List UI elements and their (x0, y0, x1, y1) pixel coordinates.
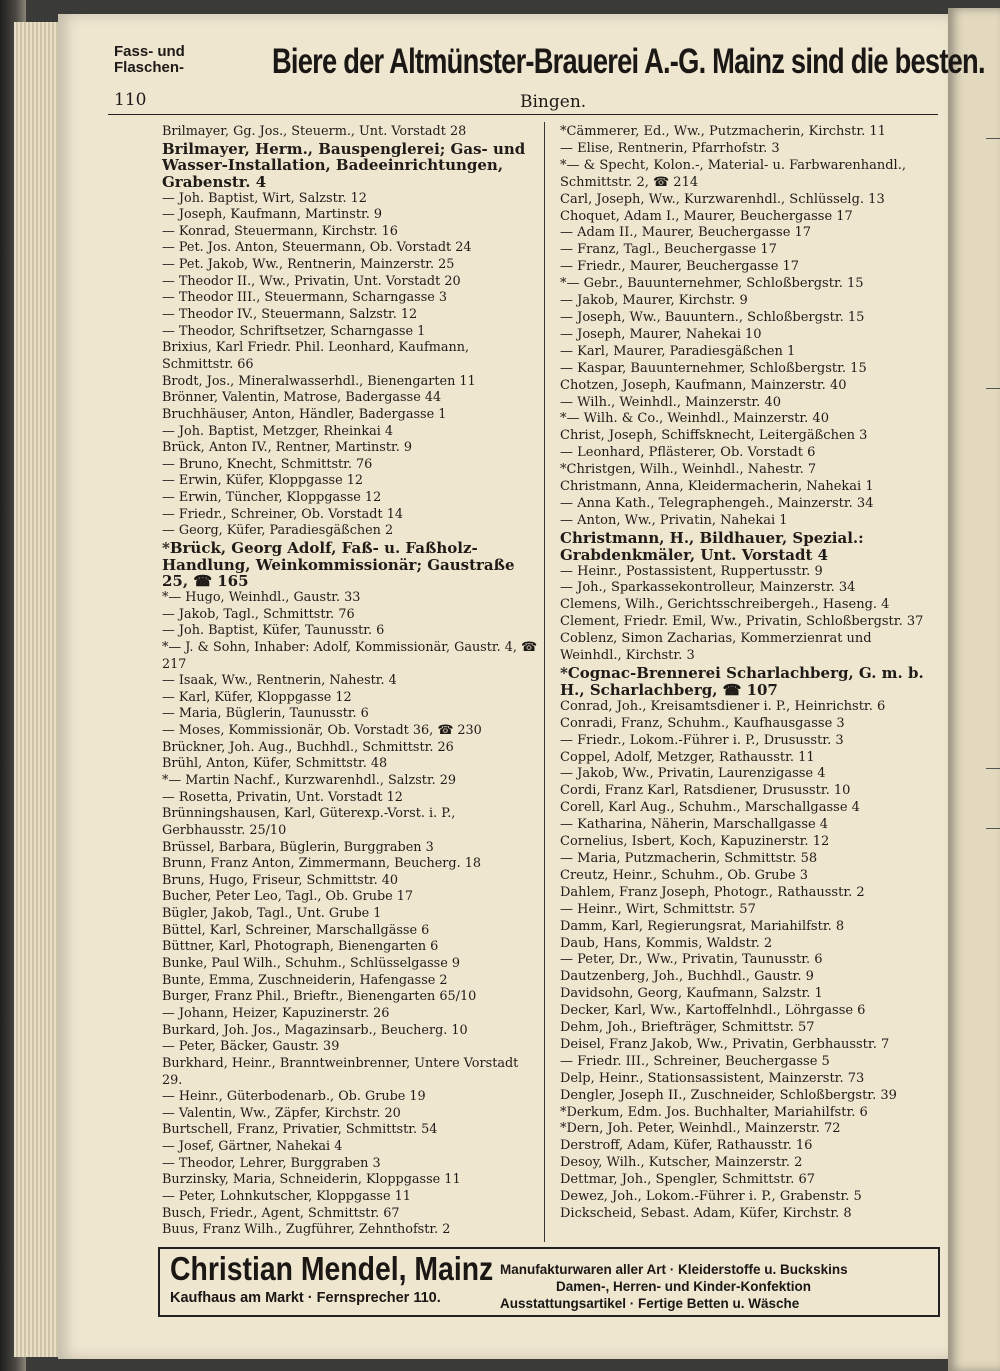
directory-entry: *Cognac-Brennerei Scharlachberg, G. m. b. H., Scharlachberg, ☎ 107 (560, 664, 924, 699)
directory-entry: — Karl, Küfer, Kloppgasse 12 (162, 689, 352, 705)
directory-entry: — Joseph, Maurer, Nahekai 10 (560, 326, 762, 342)
directory-entry: — Peter, Bäcker, Gaustr. 39 (162, 1039, 340, 1055)
header-small-label (114, 44, 185, 76)
directory-entry: — Isaak, Ww., Rentnerin, Nahestr. 4 (162, 673, 397, 689)
directory-entry: Dahlem, Franz Joseph, Photogr., Rathausstr. 2 (560, 884, 865, 900)
directory-entry: *Derkum, Edm. Jos. Buchhalter, Mariahilfstr. 6 (560, 1104, 868, 1120)
directory-entry: — Friedr., Maurer, Beuchergasse 17 (560, 259, 800, 275)
fragment-rule (986, 828, 1000, 829)
directory-entry: *— & Specht, Kolon.-, Material- u. Farbwarenhandl., Schmittstr. 2, ☎ 214 (560, 157, 906, 190)
directory-entry: Davidsohn, Georg, Kaufmann, Salzstr. 1 (560, 986, 823, 1002)
directory-entry: — Pet. Jakob, Ww., Rentnerin, Mainzerstr. 25 (162, 257, 455, 273)
directory-entry: Brühl, Anton, Küfer, Schmittstr. 48 (162, 756, 388, 772)
directory-entry: — Moses, Kommissionär, Ob. Vorstadt 36, ☎ 230 (162, 723, 482, 739)
directory-entry: — Joh. Baptist, Metzger, Rheinkai 4 (162, 423, 394, 439)
directory-entry: Brunn, Franz Anton, Zimmermann, Beucherg. 18 (162, 856, 482, 872)
directory-entry: — Friedr., Lokom.-Führer i. P., Drususstr. 3 (560, 732, 844, 748)
directory-entry: — Kaspar, Bauunternehmer, Schloßbergstr. 15 (560, 360, 867, 376)
fragment-rule (986, 138, 1000, 139)
directory-entry: Decker, Karl, Ww., Kartoffelnhdl., Löhrgasse 6 (560, 1003, 866, 1019)
directory-entry: Bruns, Hugo, Friseur, Schmittstr. 40 (162, 872, 398, 888)
directory-entry: *Brück, Georg Adolf, Faß- u. Faßholz-Handlung, Weinkommissionär; Gaustraße 25, ☎ 165 (162, 539, 515, 591)
directory-entry: — Heinr., Güterbodenarb., Ob. Grube 19 (162, 1089, 426, 1105)
directory-entry: Büttner, Karl, Photograph, Bienengarten 6 (162, 939, 439, 955)
directory-entry: Brückner, Joh. Aug., Buchhdl., Schmittstr. 26 (162, 739, 454, 755)
directory-entry: — Heinr., Postassistent, Ruppertusstr. 9 (560, 563, 823, 579)
column-divider (544, 122, 545, 1242)
directory-entry: — Adam II., Maurer, Beuchergasse 17 (560, 225, 812, 241)
directory-entry: — Theodor, Schriftsetzer, Scharngasse 1 (162, 323, 426, 339)
directory-entry: Dickscheid, Sebast. Adam, Küfer, Kirchstr. 8 (560, 1206, 852, 1221)
directory-entry: *Christgen, Wilh., Weinhdl., Nahestr. 7 (560, 462, 817, 478)
directory-entry: Desoy, Wilh., Kutscher, Mainzerstr. 2 (560, 1155, 803, 1171)
header-slogan: Biere der Altmünster-Brauerei A.-G. Mainz sind die besten. (272, 42, 985, 81)
directory-entry: Bruchhäuser, Anton, Händler, Badergasse 1 (162, 406, 447, 422)
page-number: 110 (114, 90, 147, 110)
directory-entry: — Friedr., Schreiner, Ob. Vorstadt 14 (162, 506, 403, 522)
directory-entry: Büttel, Karl, Schreiner, Marschallgässe 6 (162, 922, 430, 938)
header-rule (108, 114, 938, 115)
directory-entry: — Peter, Lohnkutscher, Kloppgasse 11 (162, 1189, 411, 1204)
directory-entry: — Elise, Rentnerin, Pfarrhofstr. 3 (560, 140, 780, 156)
directory-entry: — Erwin, Küfer, Kloppgasse 12 (162, 473, 364, 489)
directory-entry: Coppel, Adolf, Metzger, Rathausstr. 11 (560, 749, 815, 765)
directory-entry: Creutz, Heinr., Schuhm., Ob. Grube 3 (560, 867, 808, 883)
advert-line-2: Damen-, Herren- und Kinder-Konfektion (556, 1279, 812, 1294)
directory-entry: — Maria, Putzmacherin, Schmittstr. 58 (560, 850, 818, 866)
directory-entry: Bunte, Emma, Zuschneiderin, Hafengasse 2 (162, 972, 448, 988)
directory-entry: — Pet. Jos. Anton, Steuermann, Ob. Vorstadt 24 (162, 240, 472, 256)
fragment-rule (986, 388, 1000, 389)
directory-entry: Dewez, Joh., Lokom.-Führer i. P., Grabenstr. 5 (560, 1189, 862, 1205)
directory-entry: — Jakob, Ww., Privatin, Laurenzigasse 4 (560, 766, 826, 782)
directory-entry: Deisel, Franz Jakob, Ww., Privatin, Gerbhausstr. 7 (560, 1036, 890, 1052)
directory-entry: Derstroff, Adam, Küfer, Rathausstr. 16 (560, 1138, 813, 1154)
directory-entry: — Joh. Baptist, Wirt, Salzstr. 12 (162, 190, 367, 206)
directory-entry: Christ, Joseph, Schiffsknecht, Leitergäßchen 3 (560, 428, 868, 444)
directory-entry: — Franz, Tagl., Beuchergasse 17 (560, 242, 777, 258)
header-small-line-1: Fass- und (114, 43, 185, 60)
directory-entry: Carl, Joseph, Ww., Kurzwarenhdl., Schlüsselg. 13 (560, 191, 885, 207)
directory-entry: — Wilh., Weinhdl., Mainzerstr. 40 (560, 394, 781, 410)
directory-entry: Brixius, Karl Friedr. Phil. Leonhard, Kaufmann, Schmittstr. 66 (162, 340, 470, 372)
directory-entry: — Joh., Sparkassekontrolleur, Mainzerstr. 34 (560, 580, 856, 596)
directory-entry: — Peter, Dr., Ww., Privatin, Taunusstr. 6 (560, 952, 823, 968)
directory-entry: — Jakob, Tagl., Schmittstr. 76 (162, 606, 355, 622)
directory-entry: Dengler, Joseph II., Zuschneider, Schloßbergstr. 39 (560, 1087, 897, 1103)
directory-entry: — Erwin, Tüncher, Kloppgasse 12 (162, 490, 382, 506)
fragment-rule (986, 768, 1000, 769)
directory-entry: Dettmar, Joh., Spengler, Schmittstr. 67 (560, 1172, 815, 1188)
directory-entry: — Theodor III., Steuermann, Scharngasse 3 (162, 290, 448, 306)
directory-entry: — Friedr. III., Schreiner, Beuchergasse 5 (560, 1053, 830, 1069)
directory-entry: — Anna Kath., Telegraphengeh., Mainzerstr. 34 (560, 495, 874, 511)
directory-entry: *— Gebr., Bauunternehmer, Schloßbergstr. 15 (560, 276, 864, 292)
advert-line-3: Ausstattungsartikel · Fertige Betten u. Wäsche (500, 1296, 800, 1311)
directory-entry: Brönner, Valentin, Matrose, Badergasse 44 (162, 390, 442, 406)
directory-entry: — Theodor IV., Steuermann, Salzstr. 12 (162, 307, 418, 323)
advert-address: Kaufhaus am Markt · Fernsprecher 110. (170, 1290, 441, 1306)
directory-entry: — Anton, Ww., Privatin, Nahekai 1 (560, 512, 788, 528)
directory-entry: *— Martin Nachf., Kurzwarenhdl., Salzstr. 29 (162, 772, 457, 788)
directory-entry: Burkard, Joh. Jos., Magazinsarb., Beucherg. 10 (162, 1022, 468, 1038)
directory-entry: — Jakob, Maurer, Kirchstr. 9 (560, 293, 748, 309)
directory-entry: Busch, Friedr., Agent, Schmittstr. 67 (162, 1205, 400, 1221)
directory-entry: *— J. & Sohn, Inhaber: Adolf, Kommissionär, Gaustr. 4, ☎ 217 (162, 639, 537, 672)
adjacent-page-fragment (948, 8, 1000, 1371)
directory-entry: — Josef, Gärtner, Nahekai 4 (162, 1139, 343, 1155)
directory-entry: Conrad, Joh., Kreisamtsdiener i. P., Heinrichstr. 6 (560, 698, 886, 714)
directory-entry: Dehm, Joh., Briefträger, Schmittstr. 57 (560, 1020, 815, 1036)
directory-entry: Brilmayer, Gg. Jos., Steuerm., Unt. Vorstadt 28 (162, 124, 467, 139)
directory-entry: — Konrad, Steuermann, Kirchstr. 16 (162, 223, 398, 239)
advert-line-1: Manufakturwaren aller Art · Kleiderstoffe u. Buckskins (500, 1262, 848, 1277)
directory-entry: Brilmayer, Herm., Bauspenglerei; Gas- und Wasser-Installation, Badeeinrichtungen, Grabenstr. 4 (162, 139, 526, 191)
directory-entry: Bügler, Jakob, Tagl., Unt. Grube 1 (162, 906, 382, 922)
directory-entry: Damm, Karl, Regierungsrat, Mariahilfstr. 8 (560, 918, 845, 934)
header-small-line-2: Flaschen- (114, 59, 185, 76)
directory-entry: *— Wilh. & Co., Weinhdl., Mainzerstr. 40 (560, 411, 829, 427)
left-column (162, 124, 538, 1239)
directory-entry: — Joseph, Kaufmann, Martinstr. 9 (162, 207, 382, 223)
right-column (560, 124, 928, 1223)
directory-entry: — Theodor II., Ww., Privatin, Unt. Vorstadt 20 (162, 273, 461, 289)
directory-entry: Burtschell, Franz, Privatier, Schmittstr. 54 (162, 1122, 438, 1138)
directory-entry: — Joseph, Ww., Bauuntern., Schloßbergstr. 15 (560, 309, 865, 325)
directory-entry: Burkhard, Heinr., Branntweinbrenner, Untere Vorstadt 29. (162, 1055, 519, 1088)
directory-entry: Brodt, Jos., Mineralwasserhdl., Bienengarten 11 (162, 373, 476, 389)
directory-entry: Coblenz, Simon Zacharias, Kommerzienrat und Weinhdl., Kirchstr. 3 (560, 631, 872, 664)
directory-entry: Bunke, Paul Wilh., Schuhm., Schlüsselgasse 9 (162, 956, 461, 972)
directory-entry: Conradi, Franz, Schuhm., Kaufhausgasse 3 (560, 715, 845, 731)
directory-entry: Brünningshausen, Karl, Güterexp.-Vorst. i. P., Gerbhausstr. 25/10 (162, 806, 456, 838)
directory-entry: Christmann, H., Bildhauer, Spezial.: Grabdenkmäler, Unt. Vorstadt 4 (560, 528, 864, 564)
directory-entry: — Karl, Maurer, Paradiesgäßchen 1 (560, 343, 796, 359)
directory-entry: — Heinr., Wirt, Schmittstr. 57 (560, 901, 756, 917)
directory-entry: *Cämmerer, Ed., Ww., Putzmacherin, Kirchstr. 11 (560, 124, 886, 139)
directory-entry: — Joh. Baptist, Küfer, Taunusstr. 6 (162, 623, 385, 639)
directory-entry: — Johann, Heizer, Kapuzinerstr. 26 (162, 1005, 390, 1021)
directory-entry: Buus, Franz Wilh., Zugführer, Zehnthofstr. 2 (162, 1222, 451, 1238)
directory-entry: — Valentin, Ww., Zäpfer, Kirchstr. 20 (162, 1105, 401, 1121)
directory-entry: Bucher, Peter Leo, Tagl., Ob. Grube 17 (162, 889, 414, 905)
directory-entry: — Leonhard, Pflästerer, Ob. Vorstadt 6 (560, 445, 816, 461)
directory-entry: Choquet, Adam I., Maurer, Beuchergasse 17 (560, 208, 853, 224)
directory-entry: *Dern, Joh. Peter, Weinhdl., Mainzerstr. 72 (560, 1121, 841, 1137)
directory-entry: Burger, Franz Phil., Brieftr., Bienengarten 65/10 (162, 989, 477, 1005)
directory-entry: Clemens, Wilh., Gerichtsschreibergeh., Haseng. 4 (560, 597, 890, 613)
directory-entry: Brück, Anton IV., Rentner, Martinstr. 9 (162, 440, 413, 456)
directory-entry: *— Hugo, Weinhdl., Gaustr. 33 (162, 589, 361, 605)
directory-entry: Corell, Karl Aug., Schuhm., Marschallgasse 4 (560, 800, 860, 816)
directory-entry: — Maria, Büglerin, Taunusstr. 6 (162, 706, 369, 722)
directory-entry: — Rosetta, Privatin, Unt. Vorstadt 12 (162, 789, 403, 805)
directory-entry: Dautzenberg, Joh., Buchhdl., Gaustr. 9 (560, 969, 814, 985)
page-title: Bingen. (520, 92, 587, 112)
directory-entry: — Bruno, Knecht, Schmittstr. 76 (162, 456, 373, 472)
advert-company-name: Christian Mendel, Mainz (170, 1250, 494, 1287)
directory-entry: Cordi, Franz Karl, Ratsdiener, Drususstr. 10 (560, 783, 851, 799)
directory-entry: — Georg, Küfer, Paradiesgäßchen 2 (162, 523, 394, 539)
directory-entry: — Katharina, Näherin, Marschallgasse 4 (560, 817, 829, 833)
directory-entry: Christmann, Anna, Kleidermacherin, Nahekai 1 (560, 479, 874, 495)
directory-entry: Cornelius, Isbert, Koch, Kapuzinerstr. 12 (560, 834, 830, 850)
directory-entry: Delp, Heinr., Stationsassistent, Mainzerstr. 73 (560, 1070, 865, 1086)
directory-entry: Clement, Friedr. Emil, Ww., Privatin, Schloßbergstr. 37 (560, 614, 924, 630)
directory-entry: Brüssel, Barbara, Büglerin, Burggraben 3 (162, 839, 434, 855)
directory-entry: Burzinsky, Maria, Schneiderin, Kloppgasse 11 (162, 1172, 461, 1188)
directory-entry: — Theodor, Lehrer, Burggraben 3 (162, 1155, 381, 1171)
directory-entry: Chotzen, Joseph, Kaufmann, Mainzerstr. 40 (560, 377, 847, 393)
directory-entry: Daub, Hans, Kommis, Waldstr. 2 (560, 935, 773, 951)
